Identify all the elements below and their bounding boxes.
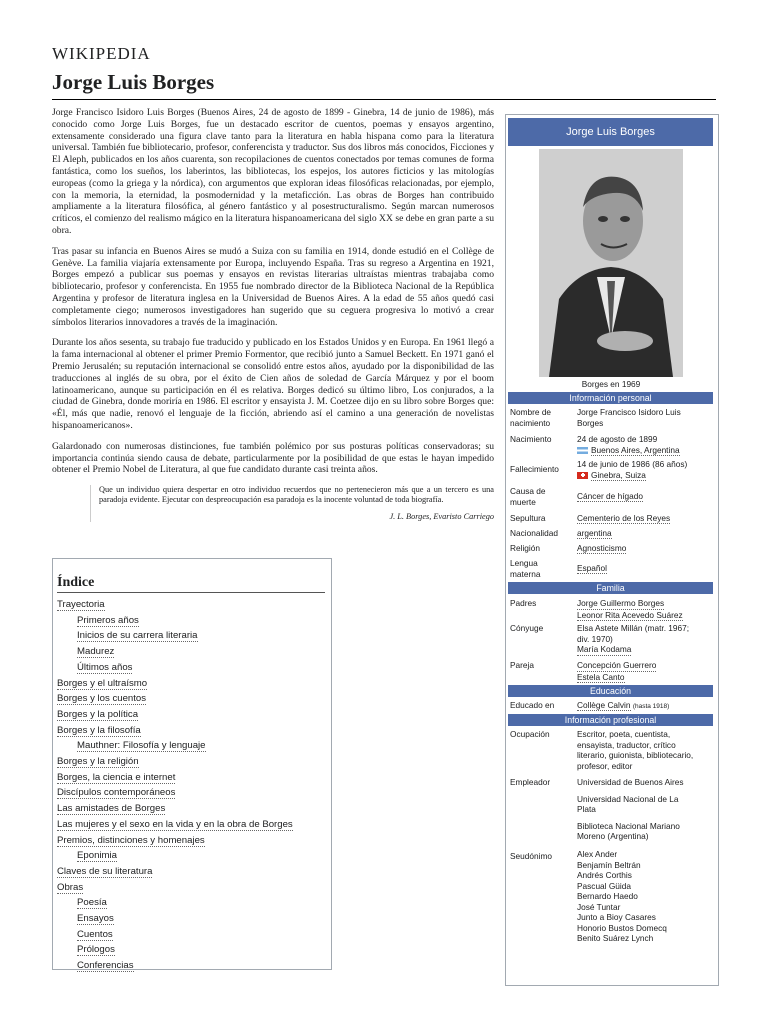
biography-paragraph: Tras pasar su infancia en Buenos Aires se mudó a Suiza con su familia en 1914, donde estudió en el Collège de Genève. La familia viajaría extensamente por Europa, incluyendo España. Tras su regreso a Argentina en 1921, Borges empezó a publicar sus poemas y ensayos en revistas literarias ultraístas mientras trabajaba como bibliotecario, profesor y conferencista. En 1955 fue nombrado director de la Biblioteca Nacional de la República Argentina y profesor de literatura inglesa en la Universidad de Buenos Aires. A la edad de 55 años quedó casi completamente ciego; numerosos investigadores han sugerido que su ceguera progresiva lo motivó a crear símbolos literarios innovadores a través de la imaginación. xyxy=(52,245,494,328)
spouse-1[interactable]: Elsa Astete Millán (matr. 1967; xyxy=(577,623,690,633)
section-header-family: Familia xyxy=(508,582,713,594)
toc-item[interactable] xyxy=(57,723,331,739)
school-link[interactable]: Collège Calvin xyxy=(577,700,631,710)
toc-item-label: Borges y los cuentos xyxy=(57,693,147,705)
section-header-personal: Información personal xyxy=(508,392,713,404)
birth-date: 24 de agosto de 1899 xyxy=(577,434,658,444)
toc-subitem[interactable] xyxy=(57,738,331,754)
cause-link[interactable]: Cáncer de hígado xyxy=(577,491,643,501)
occupation-line: ensayista, traductor, crítico xyxy=(577,739,676,750)
label: Cónyuge xyxy=(510,623,544,633)
religion-link[interactable]: Agnosticismo xyxy=(577,543,627,553)
quote-text: Que un individuo quiera despertar en otro individuo recuerdos que no pertenecieron más que a un tercero es una paradoja evidente. Ejecutar con despreocupación esa paradoja es la inocente voluntad de toda biografía. xyxy=(99,485,494,505)
toc-item-label: Las amistades de Borges xyxy=(57,803,166,815)
label: Padres xyxy=(510,598,537,608)
toc-item[interactable] xyxy=(57,880,331,896)
label: Causa de muerte xyxy=(510,486,546,507)
employer-link[interactable]: Plata xyxy=(577,804,596,814)
partner-1-link[interactable]: Concepción Guerrero xyxy=(577,660,657,670)
toc-item-label: Borges y la política xyxy=(57,708,139,720)
label: Nacionalidad xyxy=(510,528,558,538)
page-title: Jorge Luis Borges xyxy=(52,70,215,94)
toc-item-label: Premios, distinciones y homenajes xyxy=(57,834,205,846)
school-note: (hasta 1918) xyxy=(632,703,670,710)
toc-item-label: Primeros años xyxy=(77,614,139,626)
label: Nombre de nacimiento xyxy=(510,407,552,428)
occupation-line: literario, guionista, bibliotecario, xyxy=(577,750,694,760)
toc-item-label: Discípulos contemporáneos xyxy=(57,787,176,799)
label: Sepultura xyxy=(510,513,546,523)
partner-2-link[interactable]: Estela Canto xyxy=(577,671,625,682)
toc-subitem[interactable] xyxy=(57,613,331,629)
toc-subitem[interactable] xyxy=(57,848,331,864)
label: Fallecimiento xyxy=(510,464,559,474)
pseudonym: José Tuntar xyxy=(577,901,621,912)
toc-item-label: Borges y la filosofía xyxy=(57,724,141,736)
label: Empleador xyxy=(510,777,551,787)
toc-item-label: Borges y el ultraísmo xyxy=(57,677,148,689)
toc-subitem[interactable] xyxy=(57,660,331,676)
birth-place-link[interactable]: Buenos Aires, Argentina xyxy=(591,444,680,455)
section-header-education: Educación xyxy=(508,685,713,697)
toc-item[interactable] xyxy=(57,817,331,833)
table-of-contents xyxy=(52,558,332,970)
label: Educado en xyxy=(510,700,555,710)
toc-item-label: Trayectoria xyxy=(57,599,105,610)
toc-title: Índice xyxy=(57,575,325,593)
nationality-link[interactable]: argentina xyxy=(577,528,612,538)
toc-subitem[interactable] xyxy=(57,644,331,660)
infobox-title: Jorge Luis Borges xyxy=(508,118,713,146)
pseudonym: Bernardo Haedo xyxy=(577,891,638,901)
switzerland-flag-icon xyxy=(577,472,588,479)
pseudonym: Benjamín Beltrán xyxy=(577,859,641,870)
argentina-flag-icon xyxy=(577,447,588,454)
spouse-1-divorce: div. 1970) xyxy=(577,633,613,644)
toc-item-label: Eponimia xyxy=(77,850,117,862)
toc-item[interactable] xyxy=(57,597,331,613)
toc-list xyxy=(57,597,331,974)
toc-item-label: Poesía xyxy=(77,897,107,909)
quote-attribution: J. L. Borges, Evaristo Carriego xyxy=(389,511,494,521)
toc-item-label: Borges, la ciencia e internet xyxy=(57,771,176,783)
title-divider xyxy=(52,99,716,100)
portrait-caption: Borges en 1969 xyxy=(581,379,641,389)
label: Pareja xyxy=(510,660,534,670)
section-header-professional: Información profesional xyxy=(508,714,713,726)
toc-subitem[interactable] xyxy=(57,942,331,958)
toc-item[interactable] xyxy=(57,785,331,801)
pseudonym: Pascual Güida xyxy=(577,880,631,891)
pseudonym: Alex Ander xyxy=(577,849,618,859)
pseudonym: Junto a Bioy Casares xyxy=(577,912,656,922)
toc-item[interactable] xyxy=(57,801,331,817)
value: Jorge Francisco Isidoro Luis Borges xyxy=(577,407,681,428)
toc-item-label: Prólogos xyxy=(77,944,115,956)
toc-item-label: Claves de su literatura xyxy=(57,865,153,877)
portrait-photo[interactable] xyxy=(539,149,683,377)
distinctions-paragraph: Galardonado con numerosas distinciones, fue también polémico por sus posturas políticas conservadoras; su importancia continúa siendo causa de debate, particularmente por la posibilidad de que estas le hayan impedido obtener el Premio Nobel de Literatura, al que fue candidato durante casi treinta años. xyxy=(52,440,494,476)
toc-item[interactable] xyxy=(57,676,331,692)
toc-item-label: Obras xyxy=(57,881,84,893)
infobox xyxy=(505,114,719,986)
toc-subitem[interactable] xyxy=(57,911,331,927)
toc-subitem[interactable] xyxy=(57,958,331,974)
label: Lengua materna xyxy=(510,558,541,579)
toc-item-label: Ensayos xyxy=(77,913,114,925)
death-date: 14 de junio de 1986 (86 años) xyxy=(577,459,688,469)
pseudonym-list xyxy=(577,849,715,944)
employer-link[interactable]: Universidad de Buenos Aires xyxy=(577,777,684,787)
label: Nacimiento xyxy=(510,434,552,444)
employer-link[interactable]: Moreno (Argentina) xyxy=(577,831,649,841)
portrait-image xyxy=(539,149,683,377)
language-link[interactable]: Español xyxy=(577,563,607,573)
international-fame-paragraph: Durante los años sesenta, su trabajo fue traducido y publicado en los Estados Unidos y en Europa. En 1961 llegó a la fama internacional al obtener el primer Premio Formentor, que recibió junto a Samuel Beckett. En 1971 ganó el Premio Jerusalén; su reputación internacional se consolidó entre estos años, ayudado por la disponibilidad de las traducciones al inglés de su obra, por el éxito de Cien años de soledad de García Márquez y por el boom latinoamericano, aunque su participación en él es relativa. Borges dedicó su último libro, Los conjurados, a la ciudad de Ginebra, donde moriría en 1986. El escritor y ensayista J. M. Coetzee dijo en su libro sobre Borges que: «Él, más que nadie, renovó el lenguaje de la ficción, abriendo así el camino a una generación de novelistas hispanoamericanos». xyxy=(52,337,494,431)
mother-link[interactable]: Leonor Rita Acevedo Suárez xyxy=(577,609,683,620)
toc-subitem[interactable] xyxy=(57,895,331,911)
toc-item-label: Cuentos xyxy=(77,928,113,940)
pseudonym: Andrés Corthis xyxy=(577,870,632,880)
toc-item-label: Inicios de su carrera literaria xyxy=(77,630,198,642)
epigraph-quote xyxy=(90,485,494,522)
wikipedia-wordmark[interactable]: WIKIPEDIA xyxy=(52,44,151,63)
occupation-line: Escritor, poeta, cuentista, xyxy=(577,729,671,739)
toc-item-label: Últimos años xyxy=(77,661,133,673)
article-body xyxy=(52,107,494,522)
toc-item-label: Mauthner: Filosofía y lenguaje xyxy=(77,740,206,752)
father-link[interactable]: Jorge Guillermo Borges xyxy=(577,598,665,608)
toc-item-label: Borges y la religión xyxy=(57,756,139,768)
pseudonym: Honorio Bustos Domecq xyxy=(577,922,667,933)
intro-paragraph: Jorge Francisco Isidoro Luis Borges (Buenos Aires, 24 de agosto de 1899 - Ginebra, 14 de junio de 1986), más conocido como Jorge Luis Borges, fue un destacado escritor de cuentos, poemas y ensayos argentino, extensamente considerado una figura clave tanto para la literatura en habla hispana como para la literatura universal. También fue bibliotecario, profesor, conferencista y traductor. Sus dos libros más conocidos, Ficciones y El Aleph, publicados en los años cuarenta, son recopilaciones de cuentos conectados por temas comunes de forma fantástica, como los sueños, los laberintos, las bibliotecas, los espejos, los autores ficticios y las mitologías europeas (como la griega y la nórdica), con argumentos que exploran ideas filosóficas relacionadas, por ejemplo, con la memoria, la eternidad, la posmodernidad y la metaficción. Las obras de Borges han contribuido ampliamente a la literatura filosófica, al género fantástico y al posestructuralismo. Según marcan numerosos críticos, el comienzo del realismo mágico en la literatura hispanoamericana del siglo XX se debe en gran parte a su obra. xyxy=(52,107,494,236)
toc-item[interactable] xyxy=(57,691,331,707)
burial-link[interactable]: Cementerio de los Reyes xyxy=(577,513,671,523)
toc-item-label: Madurez xyxy=(77,646,115,658)
pseudonym: Benito Suárez Lynch xyxy=(577,933,654,943)
toc-item-label: Conferencias xyxy=(77,960,134,972)
label: Seudónimo xyxy=(510,851,552,861)
death-place-link[interactable]: Ginebra, Suiza xyxy=(591,469,646,480)
label: Ocupación xyxy=(510,729,550,739)
toc-subitem[interactable] xyxy=(57,628,331,644)
toc-item[interactable] xyxy=(57,754,331,770)
employer-link[interactable]: Biblioteca Nacional Mariano xyxy=(577,820,680,831)
toc-item-label: Las mujeres y el sexo en la vida y en la obra de Borges xyxy=(57,818,293,830)
toc-item[interactable] xyxy=(57,864,331,880)
label: Religión xyxy=(510,543,540,553)
toc-item[interactable] xyxy=(57,770,331,786)
occupation-line: profesor, editor xyxy=(577,760,633,771)
toc-item[interactable] xyxy=(57,833,331,849)
toc-item[interactable] xyxy=(57,707,331,723)
spouse-2[interactable]: María Kodama xyxy=(577,644,632,654)
toc-subitem[interactable] xyxy=(57,927,331,943)
employer-link[interactable]: Universidad Nacional de La xyxy=(577,793,679,804)
